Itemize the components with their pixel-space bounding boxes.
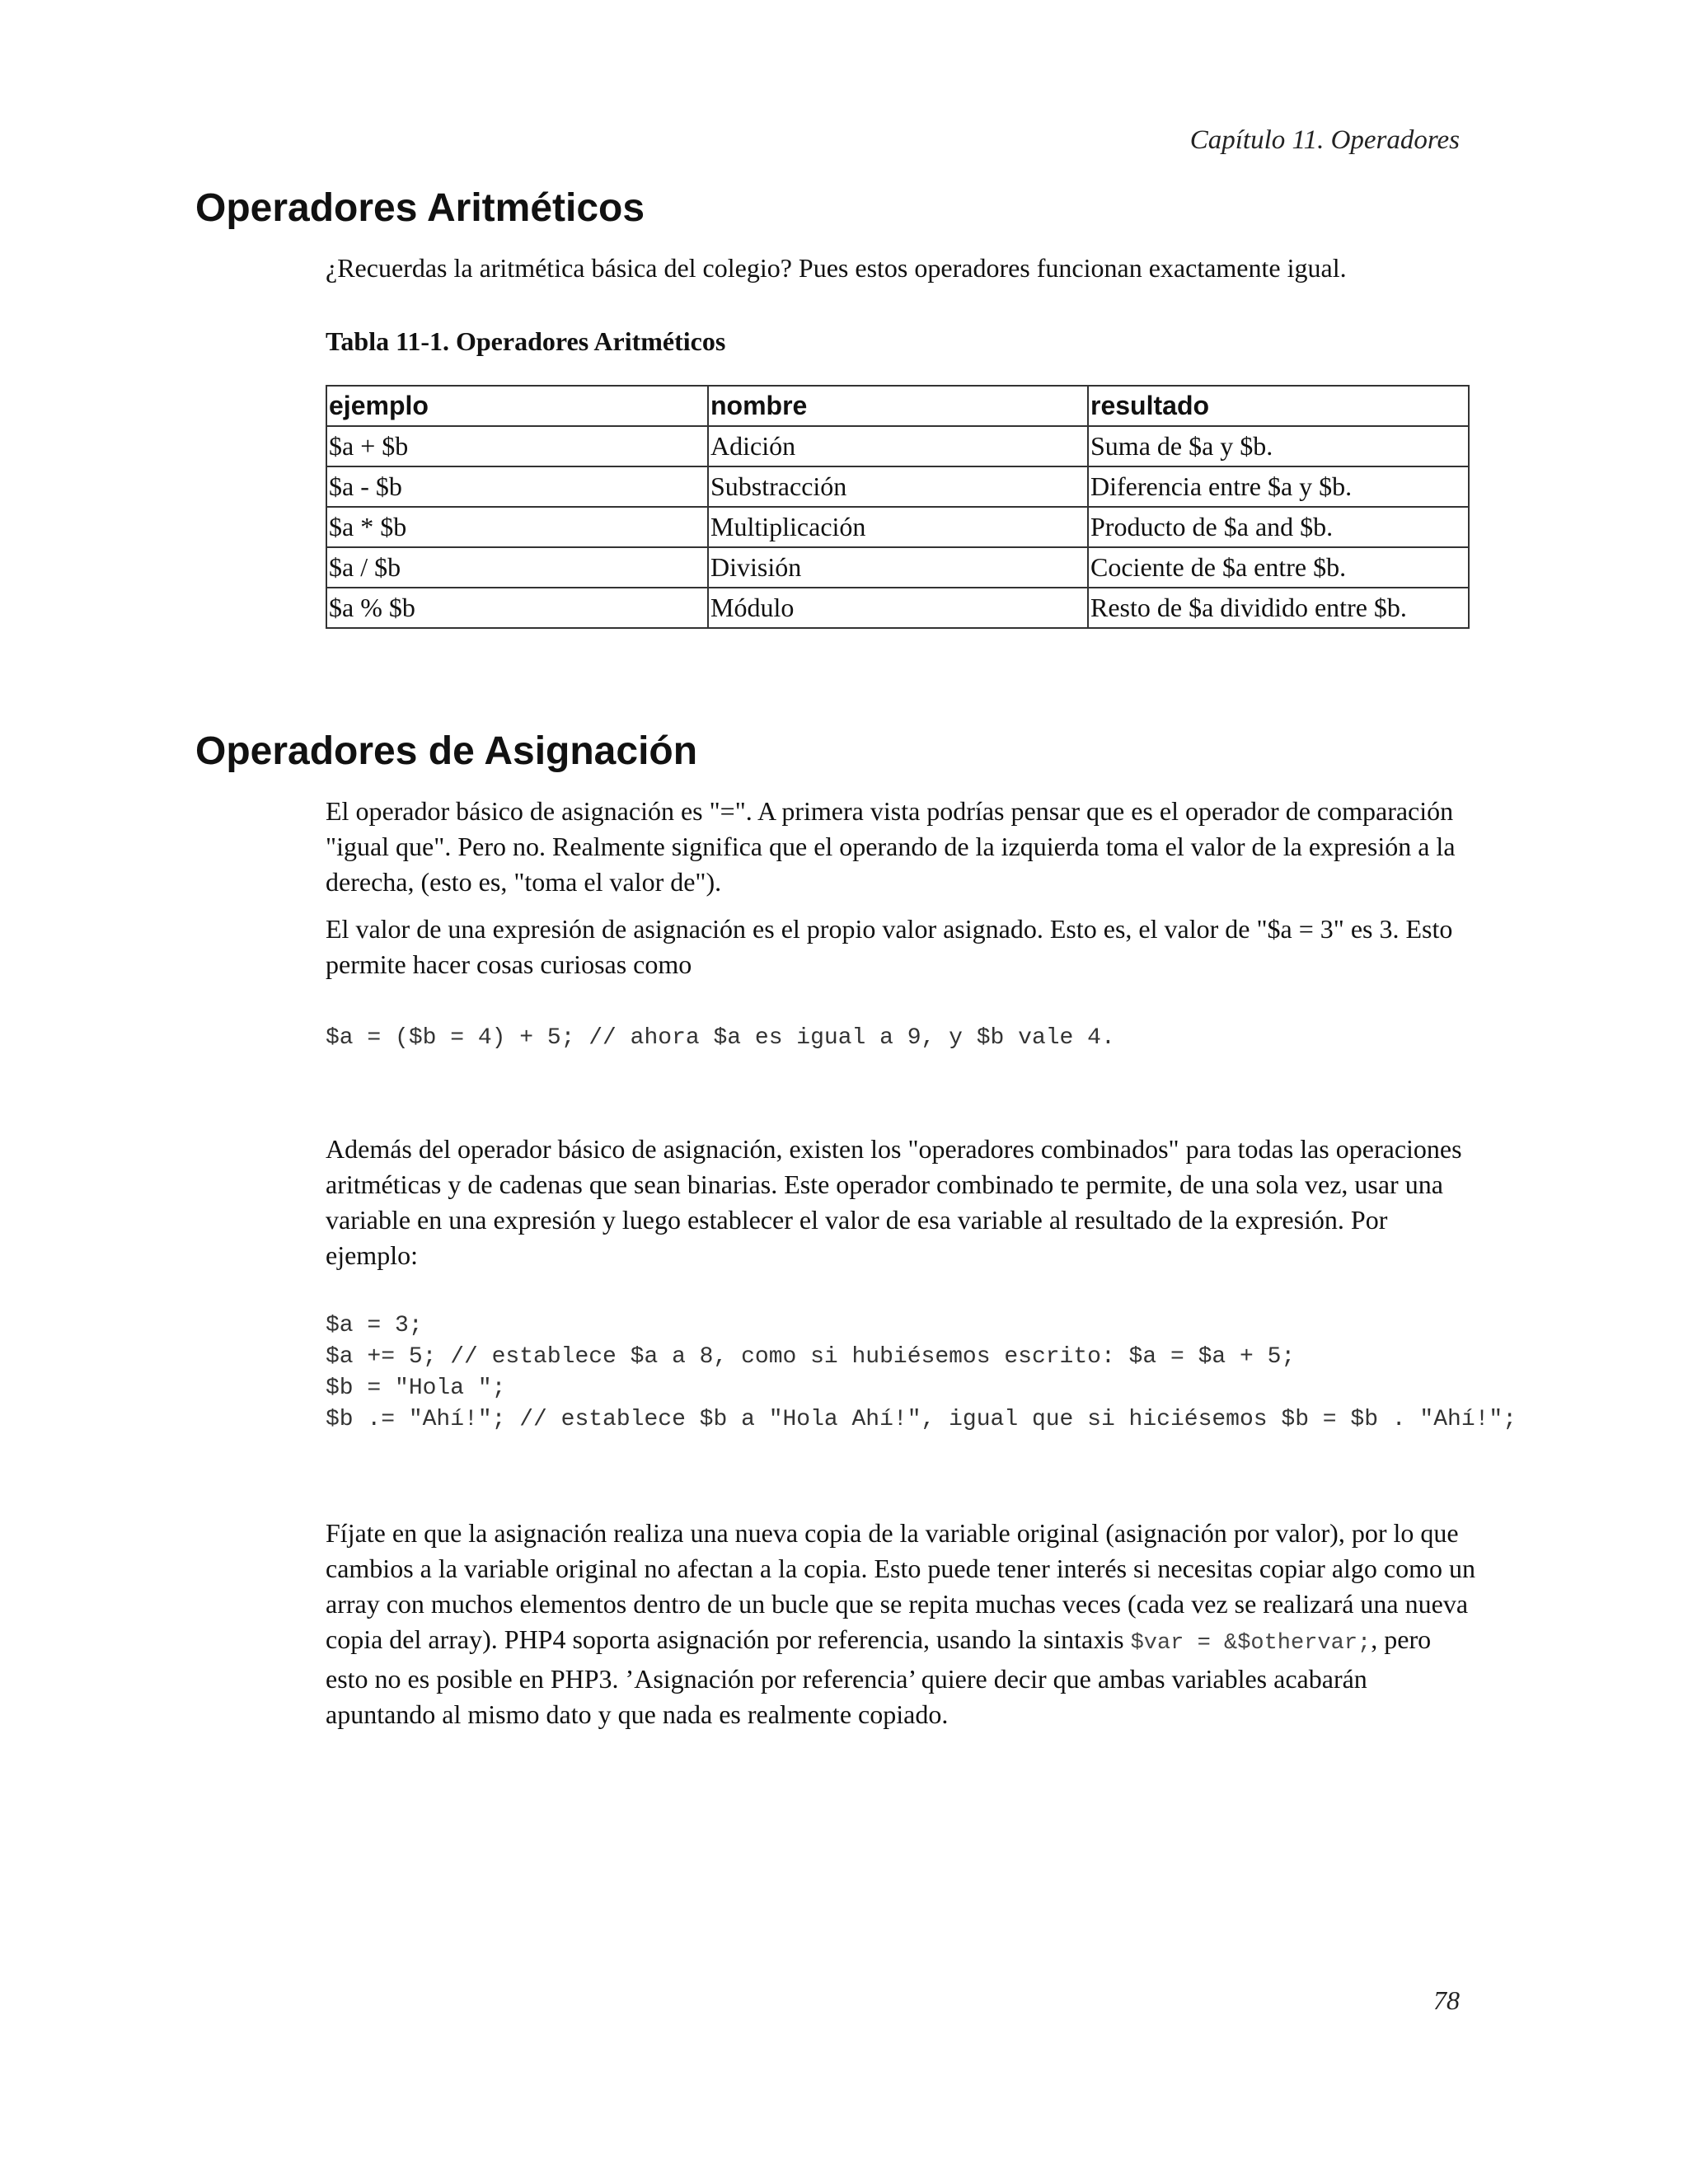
assignment-paragraph-3: Además del operador básico de asignación, existen los "operadores combinados" para todas las operaciones aritméticas y de cadenas que sean binarias. Este operador combinado te permite, de una sola vez, usar una variable en una expresión y luego establecer el valor de esa variable al resultado de la expresión. Por ejemplo:: [326, 1134, 1462, 1270]
assignment-paragraph-4: [326, 1516, 1479, 1732]
code-example-1: $a = ($b = 4) + 5; // ahora $a es igual a 9, y $b vale 4.: [326, 1025, 1115, 1051]
table-cell: $a - $b: [326, 466, 708, 507]
running-header: Capítulo 11. Operadores: [1189, 125, 1460, 155]
code-example-2: [326, 1310, 1517, 1436]
table-cell: Substracción: [708, 466, 1088, 507]
table-cell: $a % $b: [326, 588, 708, 628]
table-cell: Resto de $a dividido entre $b.: [1088, 588, 1469, 628]
column-header: nombre: [708, 386, 1088, 426]
table-cell: Suma de $a y $b.: [1088, 426, 1469, 466]
paragraph-text: Fíjate en que la asignación realiza una nueva copia de la variable original (asignación por valor), por lo que cambios a la variable original no afectan a la copia. Esto puede tener interés si necesitas copiar algo como un array con muchos elementos dentro de un bucle que se repita muchas veces (cada vez se realizará una nueva copia del array). PHP4 soporta asignación por referencia, usando la sintaxis: [326, 1518, 1475, 1654]
table-row: [326, 547, 1469, 588]
table-row: [326, 588, 1469, 628]
code-line: $b .= "Ahí!"; // establece $b a "Hola Ahí!", igual que si hiciésemos $b = $b . "Ahí!";: [326, 1407, 1517, 1432]
table-cell: $a * $b: [326, 507, 708, 547]
table-cell: Diferencia entre $a y $b.: [1088, 466, 1469, 507]
table-cell: Producto de $a and $b.: [1088, 507, 1469, 547]
code-line: $a += 5; // establece $a a 8, como si hubiésemos escrito: $a = $a + 5;: [326, 1344, 1296, 1370]
section-title-assignment: Operadores de Asignación: [195, 729, 698, 773]
paragraph-text: , pero esto no es posible en PHP3. ’Asignación por referencia’ quiere decir que ambas variables acabarán apuntando al mismo dato y que nada es realmente copiado.: [326, 1624, 1432, 1729]
table-cell: Módulo: [708, 588, 1088, 628]
table-header-row: [326, 386, 1469, 426]
column-header: resultado: [1088, 386, 1469, 426]
section-title-arithmetic: Operadores Aritméticos: [195, 186, 645, 230]
table-cell: $a / $b: [326, 547, 708, 588]
table-cell: Multiplicación: [708, 507, 1088, 547]
assignment-paragraph-2: El valor de una expresión de asignación es el propio valor asignado. Esto es, el valor de "$a = 3" es 3. Esto permite hacer cosas curiosas como: [326, 914, 1453, 979]
code-line: $a = 3;: [326, 1313, 423, 1338]
inline-code: $var = &$othervar;: [1130, 1631, 1372, 1656]
page-number: 78: [1433, 1985, 1460, 2015]
table-cell: Adición: [708, 426, 1088, 466]
table-cell: Cociente de $a entre $b.: [1088, 547, 1469, 588]
table-row: [326, 466, 1469, 507]
table-row: [326, 426, 1469, 466]
arithmetic-intro: ¿Recuerdas la aritmética básica del colegio? Pues estos operadores funcionan exactamente igual.: [326, 253, 1347, 283]
table-caption: Tabla 11-1. Operadores Aritméticos: [326, 326, 726, 356]
table-cell: División: [708, 547, 1088, 588]
column-header: ejemplo: [326, 386, 708, 426]
code-line: $b = "Hola ";: [326, 1376, 506, 1401]
table-row: [326, 507, 1469, 547]
arithmetic-operators-table: [326, 385, 1470, 629]
assignment-paragraph-1: El operador básico de asignación es "=". A primera vista podrías pensar que es el operador de comparación "igual que". Pero no. Realmente significa que el operando de la izquierda toma el valor de la expresión a la derecha, (esto es, "toma el valor de").: [326, 796, 1456, 897]
table-cell: $a + $b: [326, 426, 708, 466]
